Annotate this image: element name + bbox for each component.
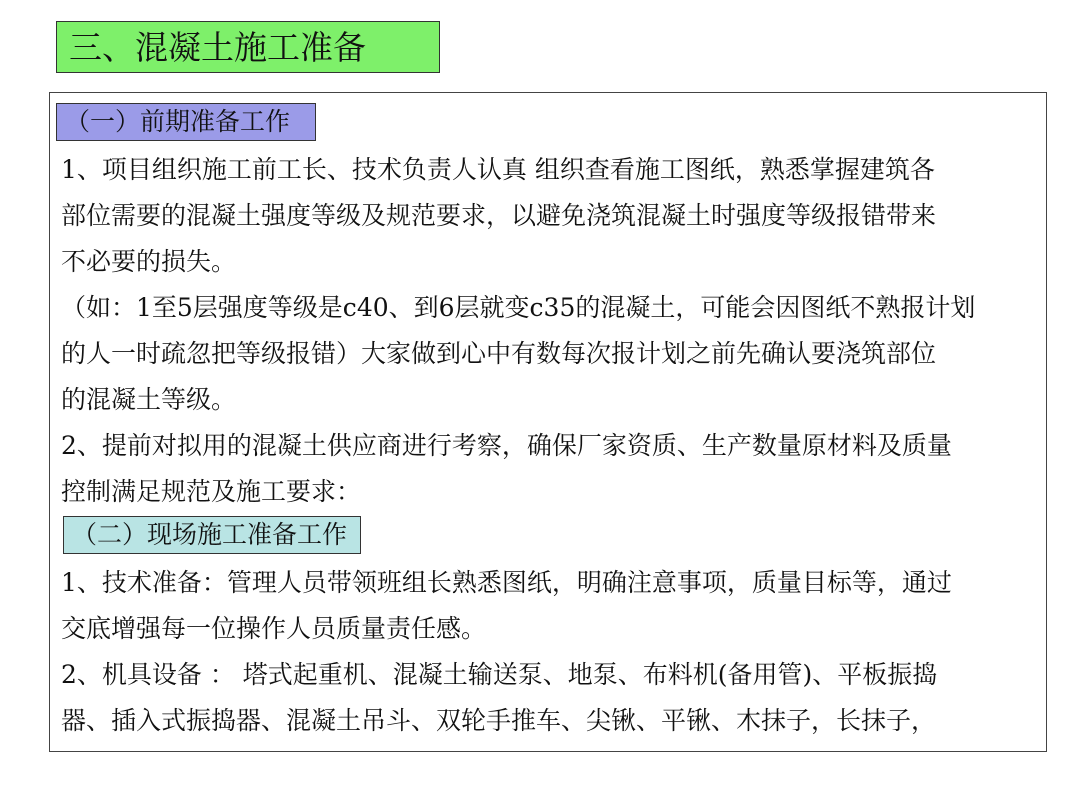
text-line: 1、技术准备：管理人员带领班组长熟悉图纸，明确注意事项，质量目标等，通过 <box>61 568 952 597</box>
text-line: （如：1至5层强度等级是c40、到6层就变c35的混凝土，可能会因图纸不熟报计划 <box>61 293 976 322</box>
content-panel <box>49 92 1047 752</box>
text-line: 部位需要的混凝土强度等级及规范要求，以避免浇筑混凝土时强度等级报错带来 <box>61 201 937 230</box>
text-line: 2、提前对拟用的混凝土供应商进行考察，确保厂家资质、生产数量原材料及质量 <box>61 431 952 460</box>
section-header-preliminary: （一）前期准备工作 <box>56 103 316 141</box>
text-line: 的人一时疏忽把等级报错）大家做到心中有数每次报计划之前先确认要浇筑部位 <box>61 339 937 368</box>
text-line: 交底增强每一位操作人员质量责任感。 <box>61 614 487 643</box>
text-line: 不必要的损失。 <box>61 247 237 276</box>
text-line: 2、机具设备 ： 塔式起重机、混凝土输送泵、地泵、布料机(备用管)、平板振捣 <box>61 660 938 689</box>
text-line: 控制满足规范及施工要求： <box>61 477 362 506</box>
text-line: 1、项目组织施工前工长、技术负责人认真 组织查看施工图纸，熟悉掌握建筑各 <box>61 155 935 184</box>
text-line: 器、插入式振捣器、混凝土吊斗、双轮手推车、尖锹、平锹、木抹子，长抹子， <box>61 706 937 735</box>
text-line: 的混凝土等级。 <box>61 385 237 414</box>
section-header-onsite: （二）现场施工准备工作 <box>63 516 361 554</box>
page-title: 三、混凝土施工准备 <box>56 21 440 73</box>
